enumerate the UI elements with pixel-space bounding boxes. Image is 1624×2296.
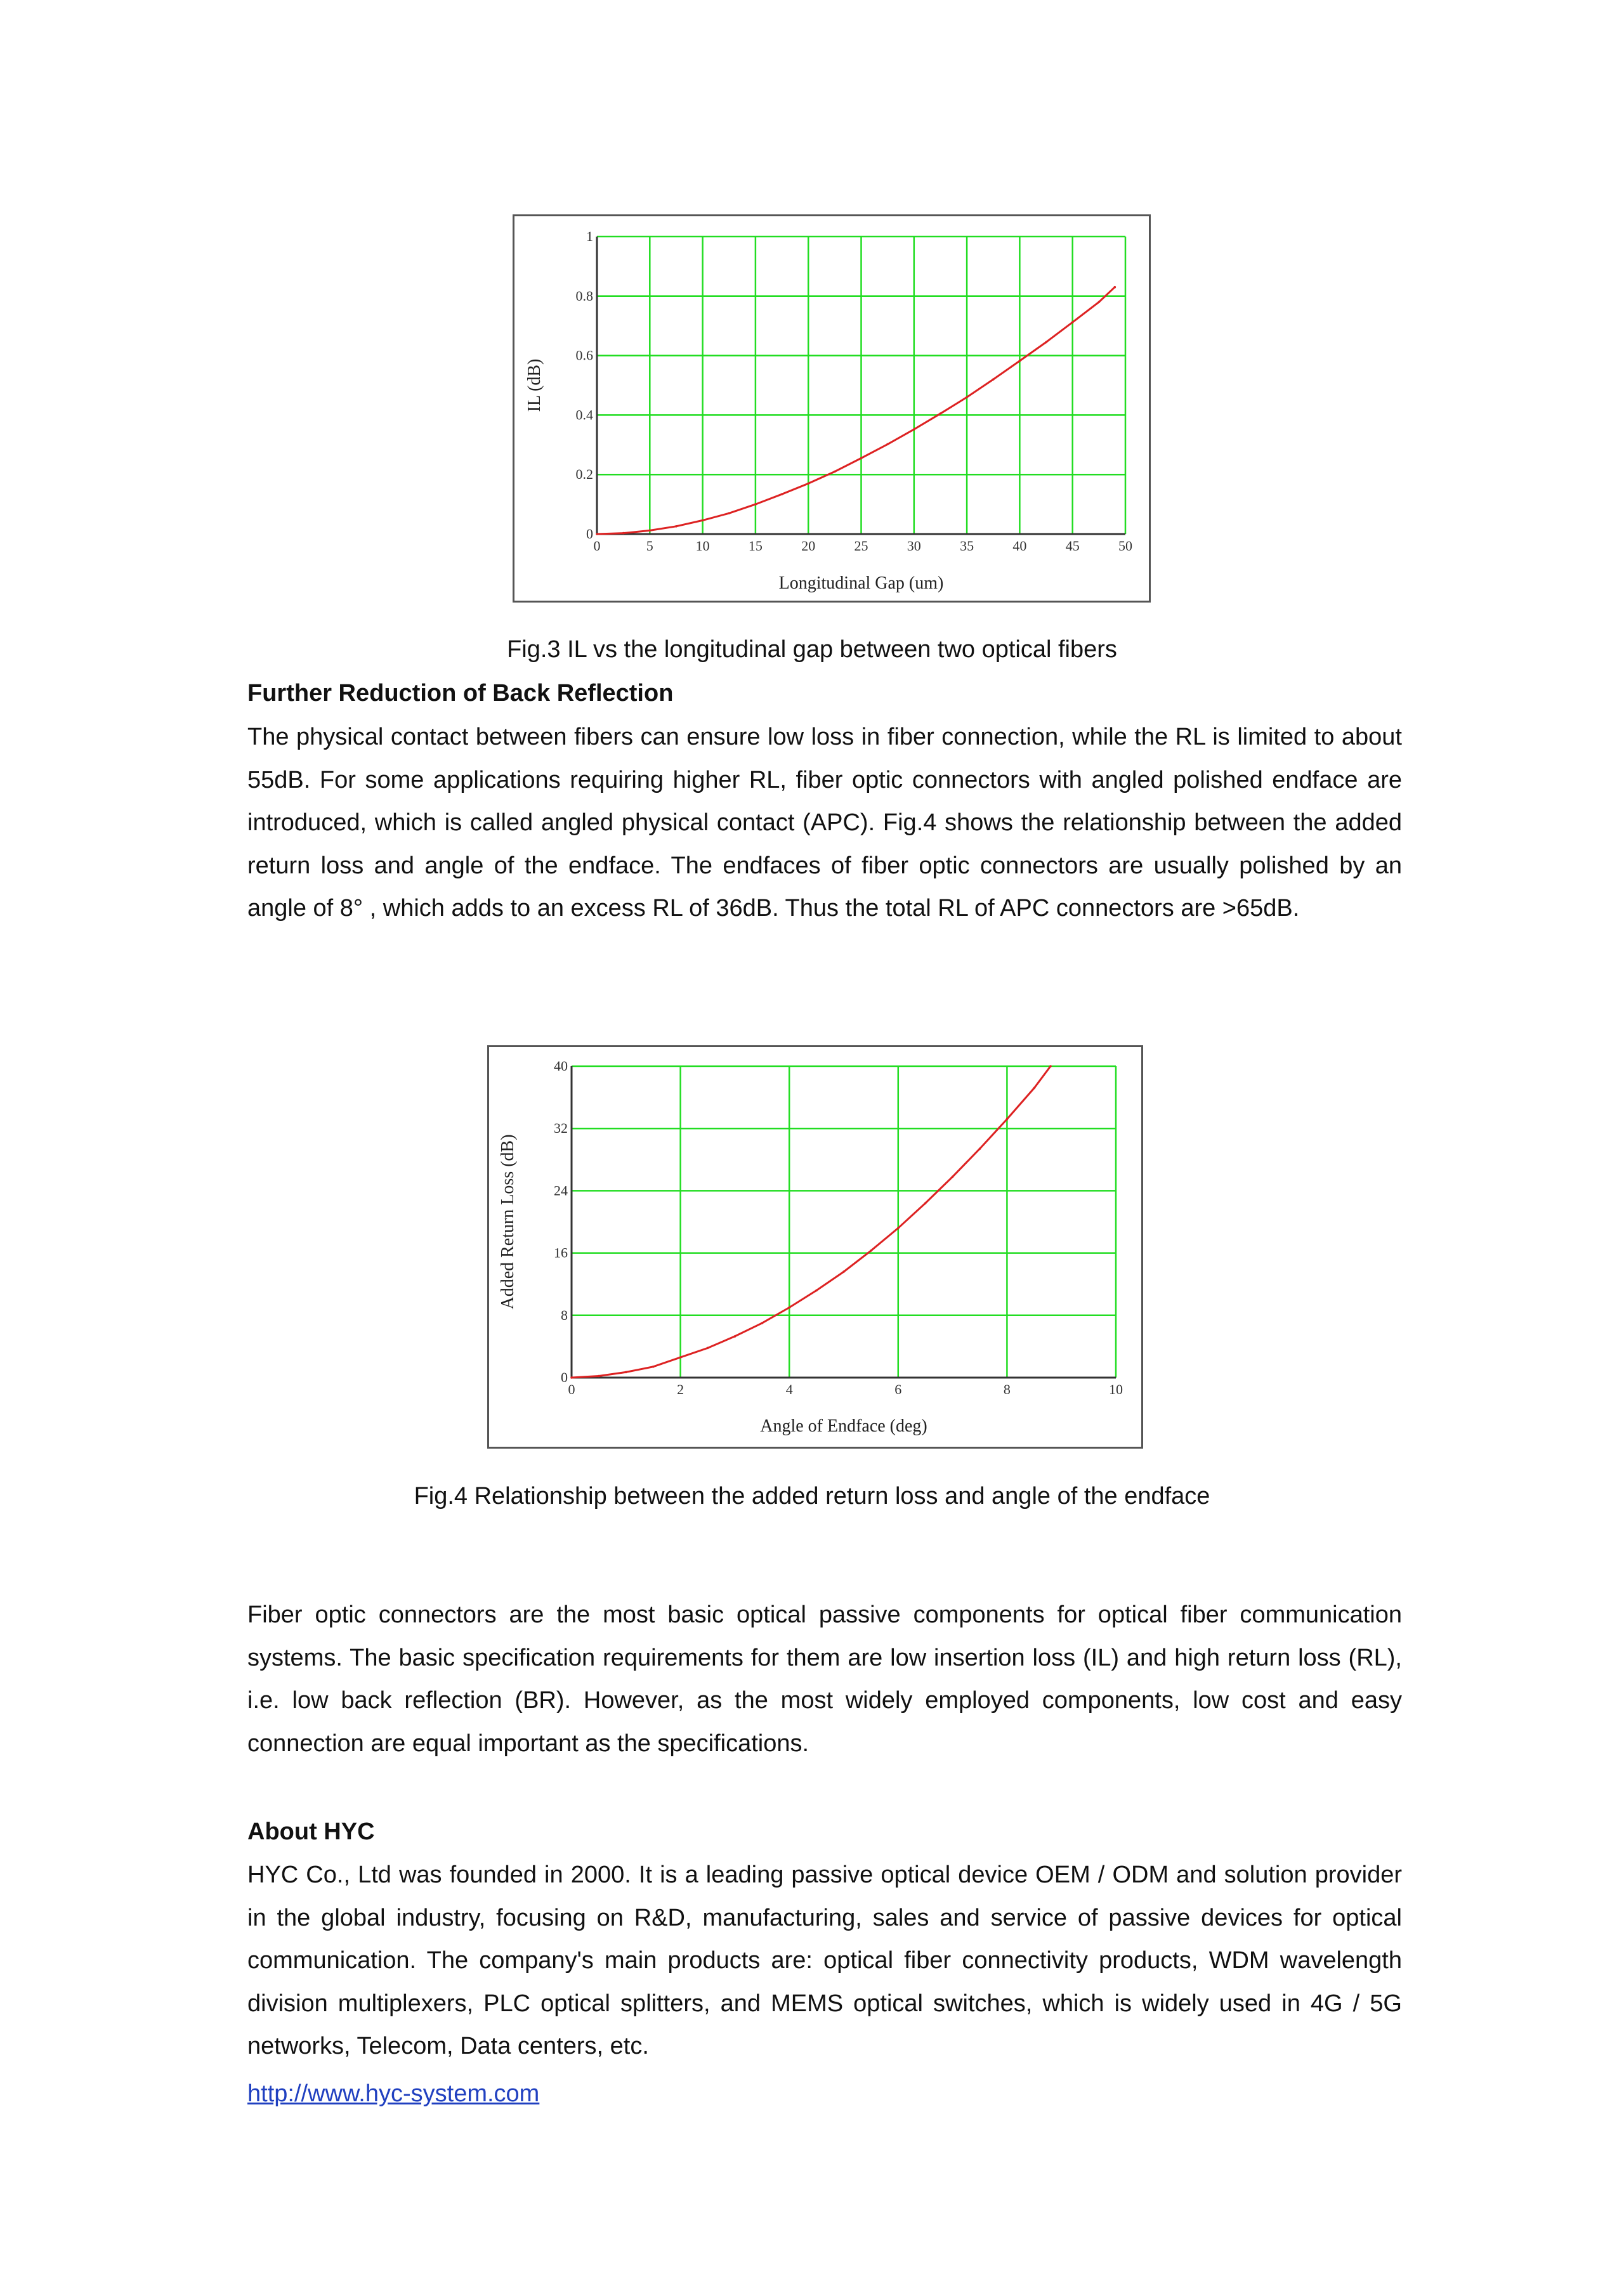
chart1-y-tick-label: 0 xyxy=(586,526,593,542)
chart2-data-point xyxy=(924,1202,927,1204)
section-body-back-reflection: The physical contact between fibers can ensure low loss in fiber connection, while the RL is limited to about 55dB. For some applications requiring higher RL, fiber optic connectors with angled polished endface are introduced, which is called angled physical contact (APC). Fig.4 shows the relationship between the added return loss and angle of the endface. The endfaces of fiber optic connectors are usually polished by an angle of 8° , which adds to an excess RL of 36dB. Thus the total RL of APC connectors are >65dB. xyxy=(247,724,1402,922)
chart1-data-point xyxy=(596,533,598,535)
chart1-x-tick-label: 15 xyxy=(748,538,763,554)
chart1-data-point xyxy=(1019,360,1021,362)
company-website-link[interactable]: http://www.hyc-system.com xyxy=(247,2080,540,2107)
chart2-data-point xyxy=(625,1371,627,1374)
chart1-series-line xyxy=(597,287,1115,534)
chart2-data-point xyxy=(679,1356,682,1359)
chart2-data-point xyxy=(870,1249,872,1252)
chart1-data-point xyxy=(834,471,836,473)
chart1-data-point xyxy=(675,525,678,528)
chart1-data-point xyxy=(781,493,783,495)
chart2-data-point xyxy=(761,1322,764,1324)
fig3-chart-svg xyxy=(514,216,1149,601)
about-body: HYC Co., Ltd was founded in 2000. It is a leading passive optical device OEM / ODM and solution provider in the global industry, focusing on R&D, manufacturing, sales and service of passive devices for optical communication. The company's main products are: optical fiber connectivity products, WDM wavelength division multiplexers, PLC optical splitters, and MEMS optical switches, which is widely used in 4G / 5G networks, Telecom, Data centers, etc. xyxy=(247,1862,1402,2059)
chart2-x-tick-label: 0 xyxy=(568,1381,575,1397)
chart1-y-tick-label: 0.8 xyxy=(575,287,593,304)
chart1-x-tick-label: 40 xyxy=(1012,538,1027,554)
chart2-y-tick-label: 16 xyxy=(554,1244,568,1261)
chart1-y-tick-label: 0.4 xyxy=(575,407,593,423)
chart2-x-tick-label: 8 xyxy=(1003,1381,1011,1397)
fig4-chart-svg xyxy=(489,1047,1141,1447)
chart1-data-point xyxy=(1098,301,1101,303)
chart1-x-tick-label: 35 xyxy=(960,538,974,554)
about-heading: About HYC xyxy=(247,1818,375,1845)
chart1-x-tick-label: 10 xyxy=(695,538,710,554)
chart2-y-tick-label: 0 xyxy=(561,1369,568,1385)
fig3-il-vs-gap-chart xyxy=(513,214,1151,603)
chart1-data-point xyxy=(940,412,942,415)
chart1-data-point xyxy=(966,396,968,398)
chart2-data-point xyxy=(1049,1065,1052,1067)
fig4-caption: Fig.4 Relationship between the added return loss and angle of the endface xyxy=(414,1483,1210,1510)
chart2-data-point xyxy=(598,1375,600,1378)
chart1-y-axis-title: IL (dB) xyxy=(525,358,544,412)
chart1-data-point xyxy=(622,532,625,535)
fig3-caption: Fig.3 IL vs the longitudinal gap between two optical fibers xyxy=(507,636,1117,663)
chart1-data-point xyxy=(1114,286,1116,289)
chart2-data-point xyxy=(897,1227,900,1230)
chart2-x-tick-label: 10 xyxy=(1109,1381,1123,1397)
chart1-data-point xyxy=(1071,321,1074,323)
chart1-data-point xyxy=(702,519,704,522)
chart2-y-tick-label: 32 xyxy=(554,1120,568,1137)
chart1-data-point xyxy=(754,503,757,506)
chart1-data-point xyxy=(1045,341,1047,344)
chart1-x-tick-label: 25 xyxy=(854,538,868,554)
chart2-x-tick-label: 4 xyxy=(785,1381,793,1397)
chart2-series-line xyxy=(572,1066,1051,1378)
chart2-x-tick-label: 6 xyxy=(894,1381,902,1397)
chart2-y-tick-label: 8 xyxy=(561,1307,568,1323)
chart2-data-point xyxy=(734,1335,737,1338)
chart1-x-tick-label: 45 xyxy=(1065,538,1080,554)
chart1-data-point xyxy=(860,457,863,460)
chart1-x-tick-label: 20 xyxy=(801,538,816,554)
chart2-x-axis-title: Angle of Endface (deg) xyxy=(760,1416,927,1436)
chart1-x-tick-label: 30 xyxy=(907,538,921,554)
chart1-x-tick-label: 5 xyxy=(646,538,653,554)
chart2-data-point xyxy=(1006,1118,1009,1121)
chart2-data-point xyxy=(707,1347,709,1350)
intro-paragraph-connectors: Fiber optic connectors are the most basic optical passive components for optical fiber communication systems. The basic specification requirements for them are low insertion loss (IL) and high return loss (RL), i.e. low back reflection (BR). However, as the most widely employed components, low cost and easy connection are equal important as the specifications. xyxy=(247,1601,1402,1757)
chart2-data-point xyxy=(952,1176,954,1178)
chart1-data-point xyxy=(807,482,809,485)
chart1-data-point xyxy=(992,378,995,381)
chart1-x-axis-title: Longitudinal Gap (um) xyxy=(778,573,944,593)
chart2-data-point xyxy=(1033,1087,1036,1090)
fig4-return-loss-vs-angle-chart xyxy=(487,1045,1143,1449)
chart2-y-tick-label: 24 xyxy=(554,1182,568,1199)
chart1-data-point xyxy=(913,428,915,431)
chart2-x-tick-label: 2 xyxy=(677,1381,684,1397)
chart2-data-point xyxy=(788,1307,790,1309)
chart1-data-point xyxy=(728,512,730,514)
chart2-y-tick-label: 40 xyxy=(554,1058,568,1074)
chart1-data-point xyxy=(886,443,889,446)
chart2-data-point xyxy=(570,1376,573,1379)
chart1-y-tick-label: 1 xyxy=(586,228,593,244)
chart2-data-point xyxy=(842,1270,845,1273)
chart2-data-point xyxy=(815,1289,818,1292)
chart1-x-tick-label: 0 xyxy=(593,538,601,554)
chart2-y-axis-title: Added Return Loss (dB) xyxy=(498,1134,518,1310)
chart2-data-point xyxy=(979,1147,981,1150)
chart1-data-point xyxy=(649,530,652,532)
chart1-y-tick-label: 0.6 xyxy=(575,347,593,363)
chart2-data-point xyxy=(652,1366,655,1368)
chart1-y-tick-label: 0.2 xyxy=(575,466,593,483)
section-heading-back-reflection: Further Reduction of Back Reflection xyxy=(247,680,674,707)
chart1-x-tick-label: 50 xyxy=(1118,538,1132,554)
